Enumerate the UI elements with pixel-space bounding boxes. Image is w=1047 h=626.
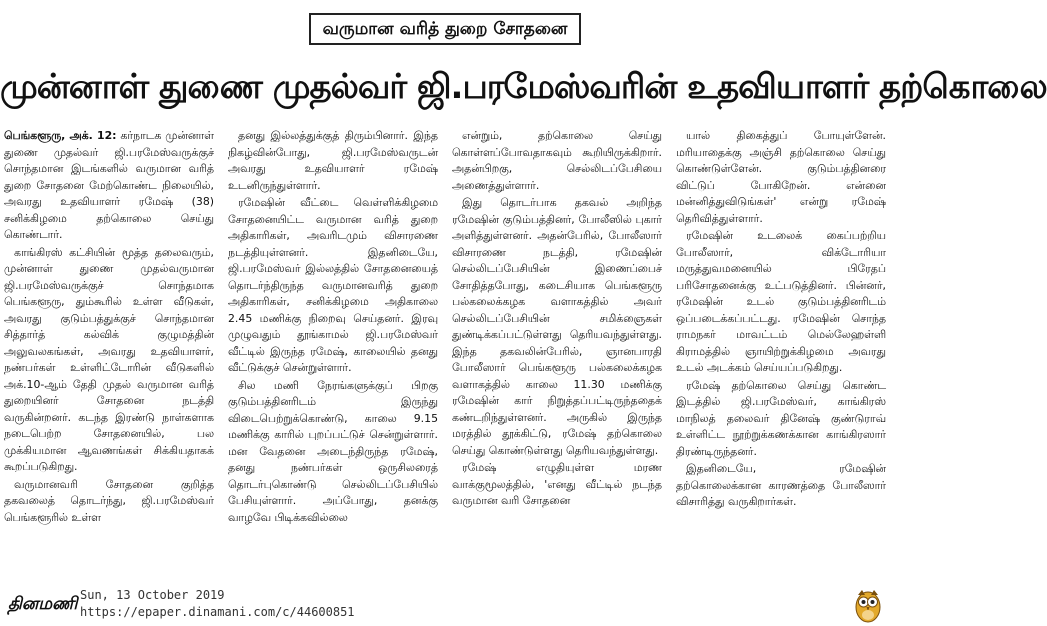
dinamani-logo[interactable]: தினமணி <box>8 594 78 614</box>
article-paragraph <box>452 460 662 510</box>
article-paragraph <box>228 378 438 527</box>
article-paragraph <box>676 228 886 377</box>
paragraph-text: இதனிடையே, ரமேஷின் தற்கொலைக்கான காரணத்தை போலீஸார் விசாரித்து வருகிறார்கள். <box>676 462 886 508</box>
paragraph-text: ரமேஷின் வீட்டை வெள்ளிக்கிழமை சோதனையிட்ட வருமான வரித் துறை அதிகாரிகள், அவரிடமும் விசாரணை நடத்தியுள்ளனர். இதனிடையே, ஜி.பரமேஸ்வர் இல்லத்தில் சோதனையைத் தொடர்ந்திருந்த வருமானவரித் துறை அதிகாரிகள், சனிக்கிழமை அதிகாலை 2.45 மணிக்கு நிறைவு செய்தனர். இரவு முழுவதும் தூங்காமல் ஜி.பரமேஸ்வர் வீட்டில் இருந்த ரமேஷ், காலையில் தனது வீட்டுக்குச் சென்றுள்ளார். <box>228 196 438 374</box>
article-body <box>4 128 886 576</box>
article-paragraph <box>228 128 438 194</box>
article-paragraph <box>452 128 662 194</box>
publication-date: Sun, 13 October 2019 <box>80 588 225 602</box>
article-paragraph <box>676 128 886 227</box>
article-paragraph <box>4 128 214 244</box>
article-paragraph <box>4 245 214 476</box>
article-column <box>228 128 438 576</box>
paragraph-text: ரமேஷ் தற்கொலை செய்து கொண்ட இடத்தில் ஜி.பரமேஸ்வர், காங்கிரஸ் மாநிலத் தலைவர் தினேஷ் குண்டுராவ் உள்ளிட்ட நூற்றுக்கணக்கான காங்கிரஸார் திரண்டிருந்தனர். <box>676 378 886 458</box>
paragraph-text: ரமேஷ் எழுதியுள்ள மரண வாக்குமூலத்தில், 'எனது வீட்டில் நடந்த வருமான வரி சோதனை <box>452 461 662 507</box>
article-paragraph <box>4 477 214 527</box>
paragraph-text: தனது இல்லத்துக்குத் திரும்பினார். இந்த நிகழ்வின்போது, ஜி.பரமேஸ்வருடன் அவரது உதவியாளர் ரமேஷ் உடனிருந்துள்ளார். <box>228 129 438 192</box>
article-column <box>452 128 662 576</box>
paragraph-text: யால் திகைத்துப் போயுள்ளேன். மரியாதைக்கு அஞ்சி தற்கொலை செய்து கொண்டுள்ளேன். குடும்பத்தினரை விட்டுப் போகிறேன். என்னை மன்னித்துவிடுங்கள்' என்று ரமேஷ் தெரிவித்துள்ளார். <box>676 129 886 225</box>
paragraph-text: கர்நாடக முன்னாள் துணை முதல்வர் ஜி.பரமேஸ்வருக்குச் சொந்தமான இடங்களில் வருமான வரித் துறை சோதனை மேற்கொண்ட நிலையில், அவரது உதவியாளர் ரமேஷ் (38) சனிக்கிழமை தற்கொலை செய்து கொண்டார். <box>4 129 214 241</box>
paragraph-text: காங்கிரஸ் கட்சியின் மூத்த தலைவரும், முன்னாள் துணை முதல்வருமான ஜி.பரமேஸ்வருக்குச் சொந்தமாக பெங்களூரு, தும்கூரில் உள்ள வீடுகள், அவரது குடும்பத்துக்குச் சொந்தமான சித்தார்த் கல்விக் குழுமத்தின் அலுவலகங்கள், அவரது உதவியாளர், நண்பர்கள் உள்ளிட்டோரின் வீடுகளில் அக்.10-ஆம் தேதி முதல் வருமான வரித் துறையினர் சோதனை நடத்தி வருகின்றனர். கடந்த இரண்டு நாள்களாக நடைபெற்ற சோதனையில், பல முக்கியமான ஆவணங்கள் சிக்கியதாகக் கூறப்படுகிறது. <box>4 245 214 473</box>
article-paragraph <box>676 461 886 511</box>
footer <box>0 585 890 626</box>
article-column <box>4 128 214 576</box>
article-kicker: வருமான வரித் துறை சோதனை <box>309 13 582 45</box>
article-headline: முன்னாள் துணை முதல்வர் ஜி.பரமேஸ்வரின் உதவியாளர் தற்கொலை <box>0 67 1047 107</box>
article-paragraph <box>228 195 438 377</box>
article-paragraph <box>452 195 662 459</box>
article-paragraph <box>676 378 886 461</box>
dateline: பெங்களூரு, அக். 12: <box>4 129 117 142</box>
owl-icon <box>854 587 882 623</box>
paragraph-text: இது தொடர்பாக தகவல் அறிந்த ரமேஷின் குடும்பத்தினர், போலீஸில் புகார் அளித்துள்ளனர். அதன்பேரில், போலீஸார் விசாரணை நடத்தி, ரமேஷின் செல்லிடப்பேசியின் இணைப்பைச் சோதித்தபோது, கடைசியாக பெங்களூரு பல்கலைக்கழக வளாகத்தில் அவர் செல்லிடப்பேசியின் சமிக்ஞைகள் துண்டிக்கப்பட்டுள்ளது தெரியவந்துள்ளது. இந்த தகவலின்பேரில், ஞானபாரதி போலீஸார் பெங்களூரு பல்கலைக்கழக வளாகத்தில் காலை 11.30 மணிக்கு ரமேஷின் கார் நிறுத்தப்பட்டிருந்ததைக் கண்டறிந்துள்ளனர். அருகில் இருந்த மரத்தில் தூக்கிட்டு, ரமேஷ் தற்கொலை செய்து கொண்டுள்ளது தெரியவந்துள்ளது. <box>452 196 662 457</box>
paragraph-text: வருமானவரி சோதனை குறித்த தகவலைத் தொடர்ந்து, ஜி.பரமேஸ்வர் பெங்களூரில் உள்ள <box>4 477 214 524</box>
paragraph-text: என்றும், தற்கொலை செய்து கொள்ளப்போவதாகவும் கூறியிருக்கிறார். அதன்பிறகு, செல்லிடப்பேசியை அணைத்துள்ளார். <box>452 129 662 192</box>
paragraph-text: சில மணி நேரங்களுக்குப் பிறகு குடும்பத்தினரிடம் இருந்து விடைபெற்றுக்கொண்டு, காலை 9.15 மணிக்கு காரில் புறப்பட்டுச் சென்றுள்ளார். மன வேதனை அடைந்திருந்த ரமேஷ், தனது நண்பர்கள் ஒருசிலரைத் தொடர்புகொண்டு செல்லிடப்பேசியில் பேசியுள்ளார். அப்போது, தனக்கு வாழவே பிடிக்கவில்லை <box>228 378 438 524</box>
epaper-url[interactable]: https://epaper.dinamani.com/c/44600851 <box>80 605 355 619</box>
article-column <box>676 128 886 576</box>
footer-meta <box>80 587 355 621</box>
kicker-row <box>0 13 890 45</box>
paragraph-text: ரமேஷின் உடலைக் கைப்பற்றிய போலீஸார், விக்டோரியா மருத்துவமனையில் பிரேதப் பரிசோதனைக்கு உட்படுத்தினர். பின்னர், ரமேஷின் உடல் குடும்பத்தினரிடம் ஒப்படைக்கப்பட்டது. ரமேஷின் சொந்த ராமநகர் மாவட்டம் மெல்லேஹள்ளி கிராமத்தில் ஞாயிற்றுக்கிழமை அவரது உடல் அடக்கம் செய்யப்படுகிறது. <box>676 229 886 374</box>
